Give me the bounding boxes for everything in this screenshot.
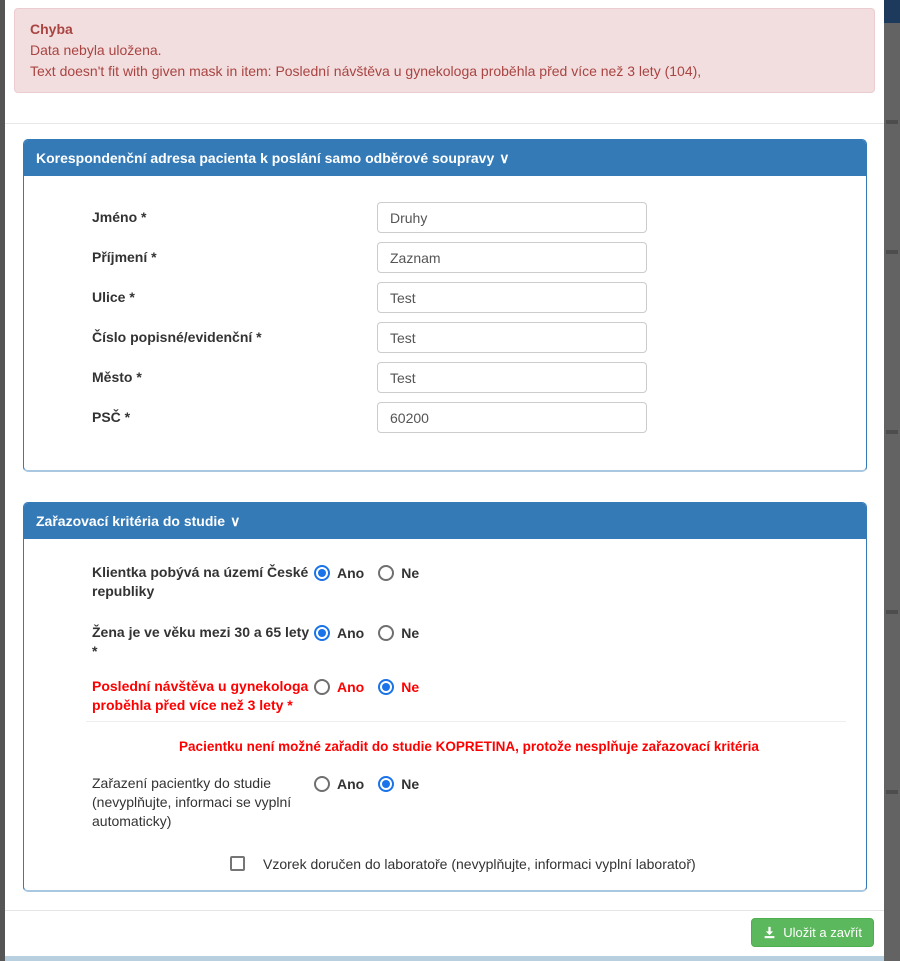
lab-checkbox[interactable] xyxy=(230,856,245,871)
form-row-prijmeni xyxy=(92,242,846,273)
form-row-cislo-popisne xyxy=(92,322,846,353)
error-alert xyxy=(14,8,875,93)
criteria-panel-header[interactable] xyxy=(24,503,866,539)
question-label: Zařazení pacientky do studie (nevyplňujte, informaci se vyplní automaticky) xyxy=(92,775,292,829)
criteria-panel-title: Zařazovací kritéria do studie xyxy=(36,513,226,529)
criteria-panel xyxy=(23,502,867,892)
backdrop-mark xyxy=(886,120,898,124)
radio-label-ne[interactable]: Ne xyxy=(401,679,420,695)
error-alert-title: Chyba xyxy=(30,21,73,37)
error-alert-line1: Data nebyla uložena. xyxy=(30,42,162,58)
form-row-mesto xyxy=(92,362,846,393)
question-label: Poslední návštěva u gynekologa proběhla před více než 3 lety * xyxy=(92,678,309,713)
modal-dialog xyxy=(5,0,884,956)
radio-group xyxy=(314,563,433,601)
radio-group xyxy=(314,623,433,661)
prijmeni-input[interactable] xyxy=(377,242,647,273)
field-label: Jméno * xyxy=(92,209,147,225)
criteria-panel-body xyxy=(24,539,866,890)
cislo-popisne-input[interactable] xyxy=(377,322,647,353)
radio-label-ne[interactable]: Ne xyxy=(401,776,420,792)
radio-label-ne[interactable]: Ne xyxy=(401,565,420,581)
chevron-down-icon: ∨ xyxy=(499,150,510,166)
criteria-divider xyxy=(86,721,846,722)
address-panel xyxy=(23,139,867,472)
field-label: Ulice * xyxy=(92,289,135,305)
radio-label-ano[interactable]: Ano xyxy=(337,565,365,581)
radio-ano-checked[interactable] xyxy=(314,565,330,581)
backdrop-mark xyxy=(886,790,898,794)
radio-ne-checked[interactable] xyxy=(378,679,394,695)
address-panel-title: Korespondenční adresa pacienta k poslání samo odběrové soupravy xyxy=(36,150,495,166)
download-icon xyxy=(763,926,776,939)
lab-checkbox-label[interactable]: Vzorek doručen do laboratoře (nevyplňujte, informaci vyplní laboratoř) xyxy=(263,856,696,872)
radio-ano[interactable] xyxy=(314,679,330,695)
psc-input[interactable] xyxy=(377,402,647,433)
save-and-close-button[interactable] xyxy=(751,918,874,947)
field-label: Město * xyxy=(92,369,142,385)
radio-ano-checked[interactable] xyxy=(314,625,330,641)
form-row-psc xyxy=(92,402,846,433)
field-label: Příjmení * xyxy=(92,249,157,265)
backdrop-mark xyxy=(886,250,898,254)
radio-label-ano[interactable]: Ano xyxy=(337,679,365,695)
mesto-input[interactable] xyxy=(377,362,647,393)
form-row-ulice xyxy=(92,282,846,313)
question-row-vek xyxy=(92,623,846,661)
address-panel-body xyxy=(24,176,866,470)
radio-ne-checked[interactable] xyxy=(378,776,394,792)
radio-group xyxy=(314,677,433,715)
modal-header-divider xyxy=(5,123,884,124)
radio-label-ano[interactable]: Ano xyxy=(337,776,365,792)
page-backdrop-bottom xyxy=(5,956,884,961)
radio-label-ano[interactable]: Ano xyxy=(337,625,365,641)
exclusion-warning: Pacientku není možné zařadit do studie KOPRETINA, protože nesplňuje zařazovací kritéria xyxy=(179,739,759,754)
field-label: PSČ * xyxy=(92,409,131,425)
backdrop-mark xyxy=(886,610,898,614)
question-row-gynekolog xyxy=(92,677,846,715)
radio-ne[interactable] xyxy=(378,565,394,581)
radio-label-ne[interactable]: Ne xyxy=(401,625,420,641)
radio-ano[interactable] xyxy=(314,776,330,792)
question-label: Žena je ve věku mezi 30 a 65 lety * xyxy=(92,624,310,659)
modal-footer xyxy=(5,910,884,956)
form-row-jmeno xyxy=(92,202,846,233)
question-row-pobyt xyxy=(92,563,846,601)
jmeno-input[interactable] xyxy=(377,202,647,233)
question-label: Klientka pobývá na území České republiky xyxy=(92,564,309,599)
page-backdrop-right xyxy=(884,0,900,961)
question-row-zarazeni xyxy=(92,774,846,831)
radio-group xyxy=(314,774,433,831)
error-alert-line2: Text doesn't fit with given mask in item: Poslední návštěva u gynekologa proběhla před více než 3 lety (104), xyxy=(30,63,702,79)
address-panel-header[interactable] xyxy=(24,140,866,176)
lab-checkbox-row xyxy=(230,855,846,874)
field-label: Číslo popisné/evidenční * xyxy=(92,329,262,345)
backdrop-mark xyxy=(886,430,898,434)
chevron-down-icon: ∨ xyxy=(230,513,241,529)
save-button-label: Uložit a zavřít xyxy=(783,925,862,940)
radio-ne[interactable] xyxy=(378,625,394,641)
backdrop-navbar-fragment xyxy=(884,0,900,23)
ulice-input[interactable] xyxy=(377,282,647,313)
